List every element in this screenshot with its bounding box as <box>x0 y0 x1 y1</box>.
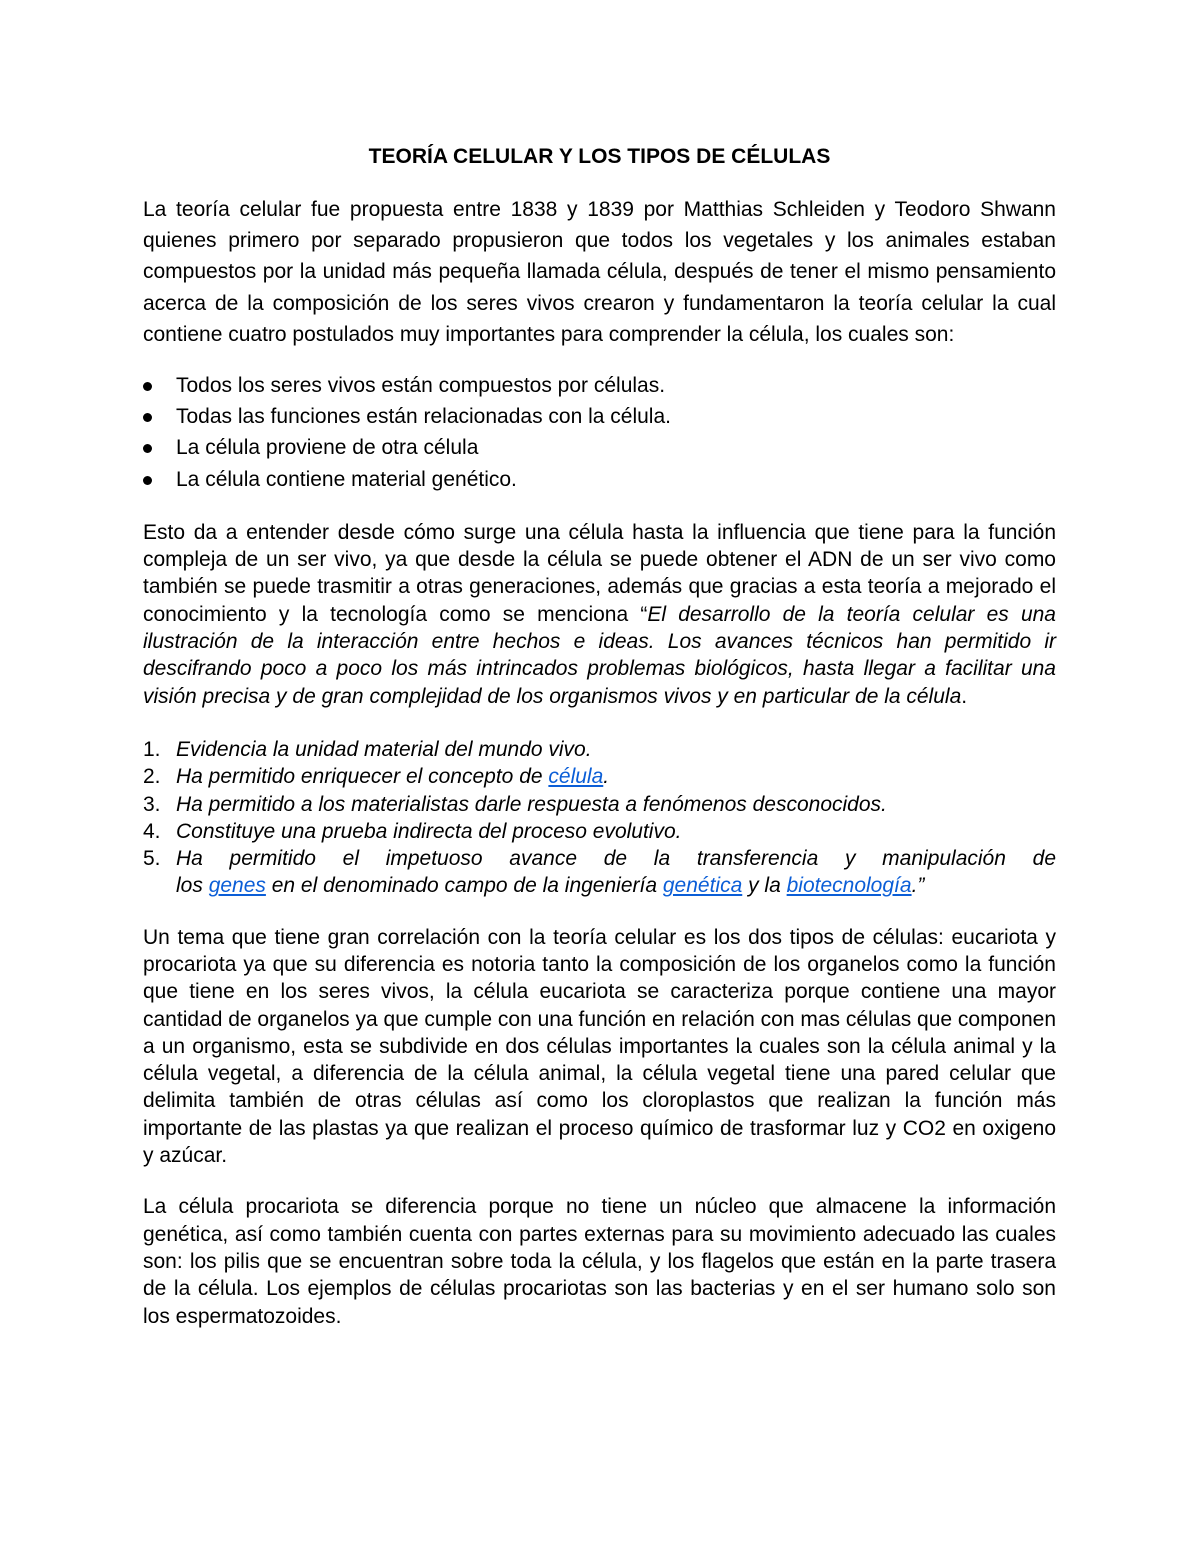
list-number: 5. <box>143 847 161 871</box>
list-number: 3. <box>143 792 161 816</box>
bullet-icon <box>143 444 152 453</box>
quote-paragraph <box>143 519 1056 710</box>
cell-types-paragraph: Un tema que tiene gran correlación con la teoría celular es los dos tipos de células: eucariota y procariota ya que su diferencia es notoria tanto la composición de los organelos como la función que tiene en los seres vivos, la célula eucariota se caracteriza porque contiene una mayor cantidad de organelos ya que cumple con una función en relación con mas células que componen a un organismo, esta se subdivide en dos células importantes la cuales son la célula animal y la célula vegetal, a diferencia de la célula animal, la célula vegetal tiene una pared celular que delimita también de otras células así como los cloroplastos que realizan la función más importante de las plastas ya que realizan el proceso químico de trasformar luz y CO2 en oxigeno y azúcar. <box>143 925 1056 1168</box>
contribution-text: Ha permitido enriquecer el concepto de <box>176 765 549 789</box>
list-item <box>143 845 1056 900</box>
genetica-link[interactable]: genética <box>662 874 743 898</box>
postulate-text: Todas las funciones están relacionadas con la célula. <box>176 405 671 429</box>
paragraph-text: Esto da a entender desde cómo surge una célula hasta la influencia que tiene para la función compleja de un ser vivo, ya que desde la célula se puede obtener el ADN de un ser vivo como también se puede trasmitir a otras generaciones, además que gracias a esta teoría a mejorado el conocimiento y la tecnología como se menciona “ <box>143 520 1056 626</box>
bullet-icon <box>143 476 152 485</box>
list-item <box>143 432 1056 463</box>
contribution-text: los <box>176 874 209 898</box>
postulate-text: La célula contiene material genético. <box>176 467 517 491</box>
contribution-text: en el denominado campo de la ingeniería <box>265 874 663 898</box>
list-number: 4. <box>143 819 161 843</box>
intro-paragraph: La teoría celular fue propuesta entre 1838 y 1839 por Matthias Schleiden y Teodoro Shwann quienes primero por separado propusieron que todos los vegetales y los animales estaban compuestos por la unidad más pequeña llamada célula, después de tener el mismo pensamiento acerca de la composición de los seres vivos crearon y fundamentaron la teoría celular la cual contiene cuatro postulados muy importantes para comprender la célula, los cuales son: <box>143 198 1056 346</box>
postulate-text: Todos los seres vivos están compuestos por células. <box>176 374 666 398</box>
prokaryote-paragraph: La célula procariota se diferencia porque no tiene un núcleo que almacene la información genética, así como también cuenta con partes externas para su movimiento adecuado las cuales son: los pilis que se encuentran sobre toda la célula, y los flagelos que están en la parte trasera de la célula. Los ejemplos de células procariotas son las bacterias y en el ser humano solo son los espermatozoides. <box>143 1195 1056 1328</box>
postulate-text: La célula proviene de otra célula <box>176 436 479 460</box>
contribution-text-end: .” <box>911 874 925 898</box>
contribution-text: Ha permitido el impetuoso avance de la transferencia y manipulación de <box>176 847 1056 871</box>
bullet-icon <box>143 382 152 391</box>
list-number: 2. <box>143 765 161 789</box>
contribution-text: Constituye una prueba indirecta del proceso evolutivo. <box>176 819 682 843</box>
list-item <box>143 791 1056 818</box>
document-title: TEORÍA CELULAR Y LOS TIPOS DE CÉLULAS <box>368 145 831 168</box>
list-item <box>143 401 1056 432</box>
list-item <box>143 736 1056 763</box>
quote-text: El desarrollo de la teoría celular es una ilustración de la interacción entre hechos e ideas. Los avances técnicos han permitido ir descifrando poco a poco los más intrincados problemas biológicos, hasta llegar a facilitar una visión precisa y de gran complejidad de los organismos vivos y en particular de la célula <box>143 602 1056 708</box>
contribution-text: Evidencia la unidad material del mundo vivo. <box>176 737 592 761</box>
document-body <box>143 140 1056 1330</box>
celula-link[interactable]: célula <box>548 765 604 789</box>
contribution-text: y la <box>742 874 787 898</box>
list-item <box>143 763 1056 790</box>
bullet-icon <box>143 413 152 422</box>
contributions-list <box>143 736 1056 900</box>
contribution-text: Ha permitido a los materialistas darle respuesta a fenómenos desconocidos. <box>176 792 887 816</box>
biotecnologia-link[interactable]: biotecnología <box>786 874 912 898</box>
genes-link[interactable]: genes <box>208 874 266 898</box>
list-number: 1. <box>143 737 161 761</box>
paragraph-end: . <box>961 684 968 708</box>
contribution-text-end: . <box>603 765 610 789</box>
postulates-list <box>143 370 1056 495</box>
list-item <box>143 370 1056 401</box>
list-item <box>143 818 1056 845</box>
list-item <box>143 464 1056 495</box>
